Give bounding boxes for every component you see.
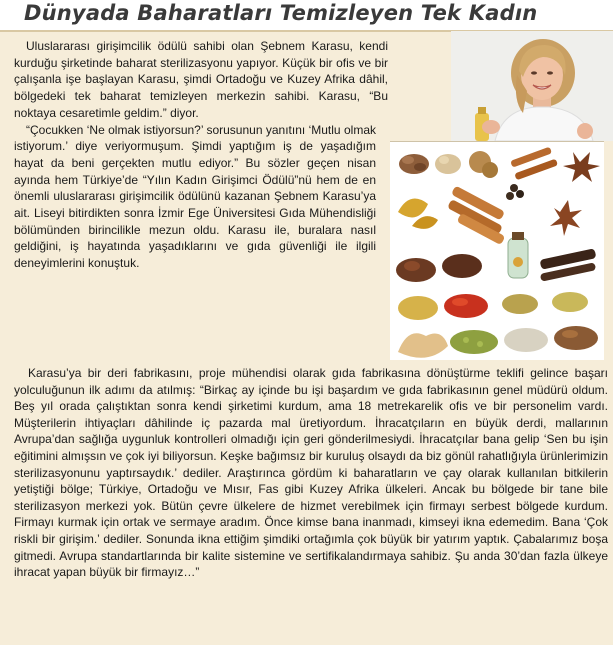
portrait-photo [451, 31, 613, 141]
woman-portrait-icon [451, 31, 613, 141]
body-paragraph: Karasu’ya bir deri fabrikasını, proje mühendisi olarak gıda fabrikasına dönüştürme teklifi gelince başarı yolculuğunun ilk adımı da atılmış: “Birkaç ay içinde bu işi başardım ve gıda fabrikasının genel müdürü oldum. Beş yıl orada çalıştıktan sonra kendi şirketimi kurdum, ama 18 metrekarelik ofis ve bir personelim vardı. Müşterilerin ihtiyaçları dâhilinde iç pazarda mal üretiyordum. İhracatçıların en büyük derdi, mallarının Avrupa’dan sağlığa uygunluk kontrolleri olmadığı için geri gönderilmesiydi. İhracatçılar bana gelip ‘Sen bu işin eğitimini almışsın ve çok iyi biliyorsun. Keşke bağımsız bir kuruluş olsaydı da biz gönül rahatlığıyla ürünlerimizin sterilizasyonunu yaptırsaydık.’ dediler. Araştırınca gördüm ki baharatların ve çay olarak kullanılan bitkilerin yetiştiği bölge; Türkiye, Ortadoğu ve Mısır, Fas gibi Kuzey Afrika ülkeleri. Ancak bu bölgede bir tane bile sterilizasyon merkezi yok. Bütün çevre ülkelere de hizmet verebilmek için firmayı serbest bölgede kurdum. Firmayı kurmak için ortak ve sermaye aradım. Önce kimse bana inanmadı, kimseyi ikna edemedim. Bana ‘Çok riskli bir girişim.’ dediler. Sonunda ikna ettiğim şimdiki ortağımla çok büyük bir yatırım yaptık. Çabalarımız boşa gitmedi. Avrupa standartlarında bir kalite sistemine ve sertifikalandırmaya sahibiz. Şu anda 30’dan fazla ülkeye ihracat yapan büyük bir firmayız…” [14, 366, 608, 580]
article-title: Dünyada Baharatları Temizleyen Tek Kadın [24, 1, 538, 25]
spices-photo [390, 141, 604, 360]
article-body [14, 365, 608, 581]
spices-icon [390, 142, 604, 360]
intro-paragraph: “Çocukken ‘Ne olmak istiyorsun?’ sorusunun yanıtını ‘Mutlu olmak istiyorum.’ diye veriyormuşum. Şimdi yaptığım iş de yaşadığım hayat da beni gerçekten mutlu ediyor.” Bu sözler geçen nisan ayında hem Türkiye’de “Yılın Kadın Girişimci Ödülü”nü hem de en önemli uluslararası girişimcilik ödülünü kazanan Şebnem Karasu’ya ait. Liseyi bitirdikten sonra İzmir Ege Üniversitesi Gıda Mühendisliği bölümünden birincilikle mezun oldu. Karasu ile, buralara nasıl geldiğini, iş hayatında yaşadıklarını ve gıda güvenliği ile ilgili deneyimlerini konuştuk. [14, 122, 376, 271]
article-intro [14, 38, 388, 272]
title-bar [0, 0, 613, 30]
intro-paragraph: Uluslararası girişimcilik ödülü sahibi olan Şebnem Karasu, kendi kurduğu şirketinde baharat sterilizasyonu yapıyor. Küçük bir ofis ve bir çalışanla işe başlayan Karasu, şimdi Ortadoğu ve Kuzey Afrika dâhil, bölgedeki tek baharat temizleyen merkezin sahibi. Karasu, “Bu noktaya cesaretimle geldim.” diyor. [14, 39, 388, 120]
